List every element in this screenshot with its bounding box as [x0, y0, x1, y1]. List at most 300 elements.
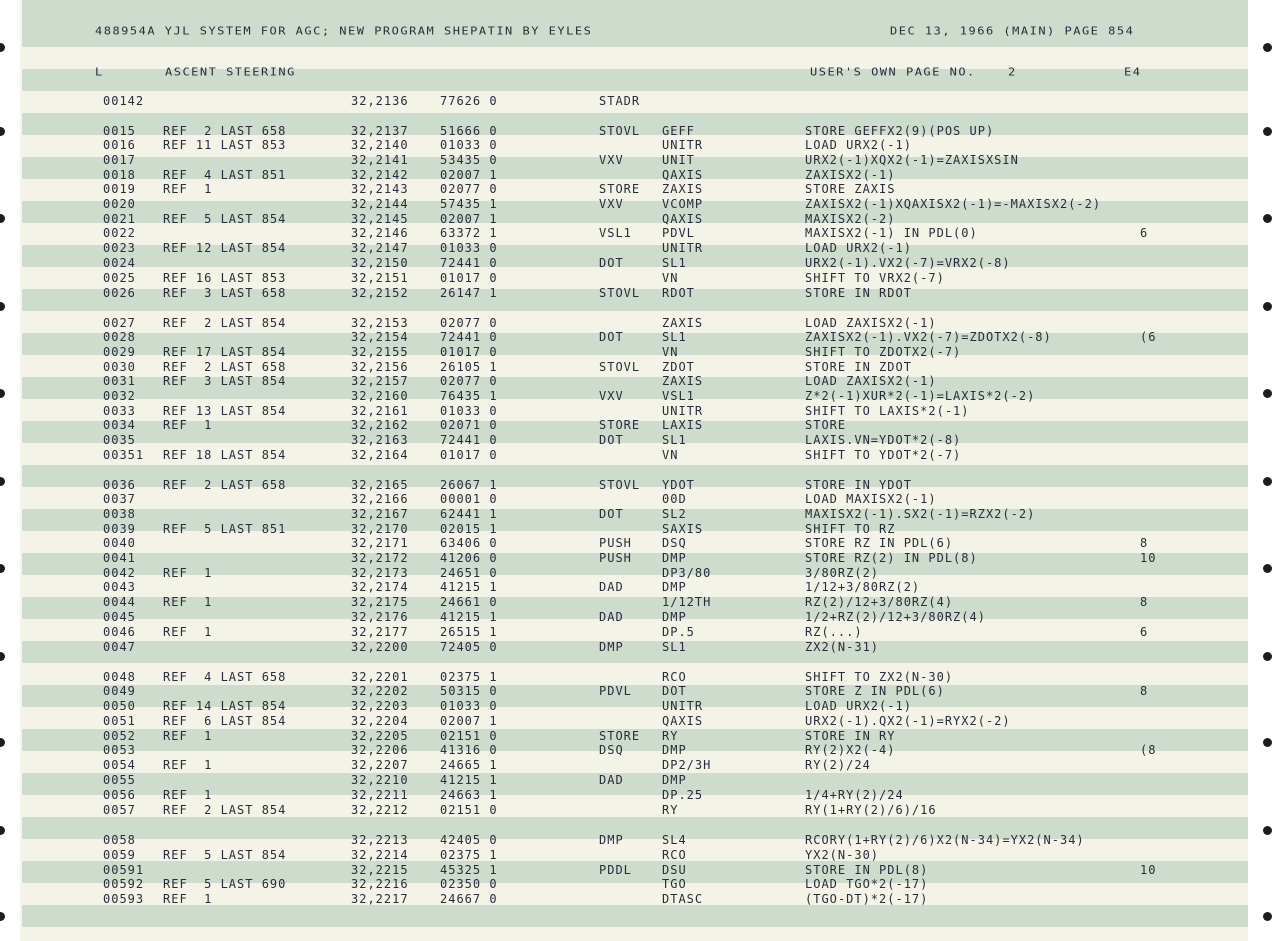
pdl-note: 8 — [1140, 536, 1149, 550]
octal-code: 41215 1 — [440, 610, 498, 624]
opcode: DMP — [599, 833, 624, 847]
comment: (TGO-DT)*2(-17) — [805, 892, 929, 906]
line-number: 0033 — [103, 404, 136, 418]
octal-code: 02350 0 — [440, 877, 498, 891]
ref-info: REF 1 — [163, 418, 213, 432]
ref-info: REF 17 LAST 854 — [163, 345, 287, 359]
opcode: VXV — [599, 389, 624, 403]
ref-info: REF 6 LAST 854 — [163, 714, 287, 728]
line-number: 0024 — [103, 256, 136, 270]
comment: RZ(2)/12+3/80RZ(4) — [805, 595, 954, 609]
octal-code: 24661 0 — [440, 595, 498, 609]
line-number: 0049 — [103, 684, 136, 698]
address: 32,2154 — [351, 330, 409, 344]
operand: DP.25 — [662, 788, 704, 802]
address: 32,2214 — [351, 848, 409, 862]
ref-info: REF 4 LAST 851 — [163, 168, 287, 182]
address: 32,2215 — [351, 863, 409, 877]
octal-code: 63406 0 — [440, 536, 498, 550]
address: 32,2137 — [351, 124, 409, 138]
octal-code: 72405 0 — [440, 640, 498, 654]
operand: TGO — [662, 877, 687, 891]
address: 32,2163 — [351, 433, 409, 447]
octal-code: 41316 0 — [440, 743, 498, 757]
address: 32,2164 — [351, 448, 409, 462]
octal-code: 26147 1 — [440, 286, 498, 300]
comment: 1/2+RZ(2)/12+3/80RZ(4) — [805, 610, 986, 624]
operand: SL2 — [662, 507, 687, 521]
address: 32,2217 — [351, 892, 409, 906]
feed-hole-right — [1263, 652, 1272, 661]
ref-info: REF 5 LAST 851 — [163, 522, 287, 536]
ref-info: REF 4 LAST 658 — [163, 670, 287, 684]
line-number: 0051 — [103, 714, 136, 728]
line-number: 0021 — [103, 212, 136, 226]
octal-code: 02375 1 — [440, 670, 498, 684]
operand: 00D — [662, 492, 687, 506]
operand: ZDOT — [662, 360, 695, 374]
comment: ZAXISX2(-1) — [805, 168, 896, 182]
ref-info: REF 3 LAST 854 — [163, 374, 287, 388]
address: 32,2165 — [351, 478, 409, 492]
address: 32,2206 — [351, 743, 409, 757]
operand: DMP — [662, 551, 687, 565]
comment: STORE Z IN PDL(6) — [805, 684, 945, 698]
line-number: 0039 — [103, 522, 136, 536]
operand: SL1 — [662, 433, 687, 447]
line-number: 0028 — [103, 330, 136, 344]
operand: SL1 — [662, 640, 687, 654]
opcode: PDDL — [599, 863, 632, 877]
ref-info: REF 5 LAST 854 — [163, 212, 287, 226]
octal-code: 26105 1 — [440, 360, 498, 374]
ref-info: REF 2 LAST 854 — [163, 316, 287, 330]
address: 32,2141 — [351, 153, 409, 167]
line-number: 0045 — [103, 610, 136, 624]
address: 32,2213 — [351, 833, 409, 847]
comment: STORE IN YDOT — [805, 478, 912, 492]
opcode: VSL1 — [599, 226, 632, 240]
octal-code: 45325 1 — [440, 863, 498, 877]
operand: QAXIS — [662, 714, 704, 728]
octal-code: 51666 0 — [440, 124, 498, 138]
line-number: 0055 — [103, 773, 136, 787]
line-number: 00593 — [103, 892, 145, 906]
ref-info: REF 3 LAST 658 — [163, 286, 287, 300]
line-number: 0058 — [103, 833, 136, 847]
address: 32,2145 — [351, 212, 409, 226]
comment: URX2(-1)XQX2(-1)=ZAXISXSIN — [805, 153, 1019, 167]
operand: UNITR — [662, 241, 704, 255]
octal-code: 41215 1 — [440, 580, 498, 594]
ref-info: REF 16 LAST 853 — [163, 271, 287, 285]
octal-code: 02077 0 — [440, 316, 498, 330]
address: 32,2146 — [351, 226, 409, 240]
user-page-number: 2 — [1008, 65, 1017, 79]
line-number: 0057 — [103, 803, 136, 817]
line-number: 0044 — [103, 595, 136, 609]
operand: VN — [662, 345, 679, 359]
feed-hole-right — [1263, 389, 1272, 398]
line-number: 0053 — [103, 743, 136, 757]
opcode: DOT — [599, 433, 624, 447]
pdl-note: 8 — [1140, 595, 1149, 609]
line-number: 0037 — [103, 492, 136, 506]
octal-code: 24651 0 — [440, 566, 498, 580]
octal-code: 26515 1 — [440, 625, 498, 639]
pdl-note: 8 — [1140, 684, 1149, 698]
line-number: 0036 — [103, 478, 136, 492]
feed-hole-right — [1263, 738, 1272, 747]
ref-info: REF 2 LAST 658 — [163, 124, 287, 138]
octal-code: 76435 1 — [440, 389, 498, 403]
ref-info: REF 1 — [163, 182, 213, 196]
opcode: STADR — [599, 94, 641, 108]
ref-info: REF 18 LAST 854 — [163, 448, 287, 462]
line-number: 0019 — [103, 182, 136, 196]
opcode: STOVL — [599, 360, 641, 374]
address: 32,2167 — [351, 507, 409, 521]
operand: RCO — [662, 848, 687, 862]
comment: STORE IN ZDOT — [805, 360, 912, 374]
opcode: DAD — [599, 580, 624, 594]
line-number: 0025 — [103, 271, 136, 285]
line-number: 0023 — [103, 241, 136, 255]
operand: VN — [662, 271, 679, 285]
feed-hole-right — [1263, 302, 1272, 311]
line-number: 0035 — [103, 433, 136, 447]
pdl-note: 6 — [1140, 226, 1149, 240]
address: 32,2136 — [351, 94, 409, 108]
ref-info: REF 13 LAST 854 — [163, 404, 287, 418]
operand: DMP — [662, 773, 687, 787]
address: 32,2166 — [351, 492, 409, 506]
opcode: STOVL — [599, 478, 641, 492]
section-tag: E4 — [1124, 65, 1142, 79]
operand: GEFF — [662, 124, 695, 138]
operand: QAXIS — [662, 212, 704, 226]
feed-hole-right — [1263, 912, 1272, 921]
comment: LOAD MAXISX2(-1) — [805, 492, 937, 506]
operand: QAXIS — [662, 168, 704, 182]
comment: LOAD ZAXISX2(-1) — [805, 316, 937, 330]
comment: ZX2(N-31) — [805, 640, 880, 654]
comment: MAXISX2(-1).SX2(-1)=RZX2(-2) — [805, 507, 1036, 521]
comment: STORE RZ(2) IN PDL(8) — [805, 551, 978, 565]
feed-hole-right — [1263, 826, 1272, 835]
comment: MAXISX2(-1) IN PDL(0) — [805, 226, 978, 240]
opcode: STOVL — [599, 286, 641, 300]
line-number: 00351 — [103, 448, 145, 462]
octal-code: 02015 1 — [440, 522, 498, 536]
comment: LOAD URX2(-1) — [805, 241, 912, 255]
right-margin — [1248, 0, 1280, 941]
opcode: DOT — [599, 256, 624, 270]
octal-code: 72441 0 — [440, 256, 498, 270]
operand: UNITR — [662, 404, 704, 418]
octal-code: 50315 0 — [440, 684, 498, 698]
octal-code: 02007 1 — [440, 168, 498, 182]
user-page-label: USER'S OWN PAGE NO. — [810, 65, 976, 79]
opcode: DSQ — [599, 743, 624, 757]
ref-info: REF 2 LAST 658 — [163, 478, 287, 492]
operand: DP2/3H — [662, 758, 712, 772]
line-number: 00142 — [103, 94, 145, 108]
ref-info: REF 1 — [163, 729, 213, 743]
comment: STORE IN RDOT — [805, 286, 912, 300]
line-number: 0050 — [103, 699, 136, 713]
left-margin — [0, 0, 20, 941]
line-number: 00591 — [103, 863, 145, 877]
operand: ZAXIS — [662, 182, 704, 196]
line-number: 0047 — [103, 640, 136, 654]
address: 32,2170 — [351, 522, 409, 536]
operand: UNITR — [662, 138, 704, 152]
address: 32,2210 — [351, 773, 409, 787]
octal-code: 01017 0 — [440, 271, 498, 285]
line-number: 0054 — [103, 758, 136, 772]
comment: 1/12+3/80RZ(2) — [805, 580, 921, 594]
comment: RCORY(1+RY(2)/6)X2(N-34)=YX2(N-34) — [805, 833, 1085, 847]
ref-info: REF 12 LAST 854 — [163, 241, 287, 255]
address: 32,2172 — [351, 551, 409, 565]
comment: STORE IN RY — [805, 729, 896, 743]
address: 32,2155 — [351, 345, 409, 359]
address: 32,2143 — [351, 182, 409, 196]
opcode: DAD — [599, 610, 624, 624]
comment: SHIFT TO YDOT*2(-7) — [805, 448, 962, 462]
line-number: 0059 — [103, 848, 136, 862]
pdl-note: 6 — [1140, 625, 1149, 639]
opcode: STORE — [599, 418, 641, 432]
address: 32,2140 — [351, 138, 409, 152]
octal-code: 01033 0 — [440, 241, 498, 255]
line-number: 0043 — [103, 580, 136, 594]
comment: YX2(N-30) — [805, 848, 880, 862]
address: 32,2147 — [351, 241, 409, 255]
ref-info: REF 5 LAST 854 — [163, 848, 287, 862]
line-number: 0016 — [103, 138, 136, 152]
comment: LOAD ZAXISX2(-1) — [805, 374, 937, 388]
operand: UNIT — [662, 153, 695, 167]
comment: ZAXISX2(-1).VX2(-7)=ZDOTX2(-8) — [805, 330, 1052, 344]
operand: 1/12TH — [662, 595, 712, 609]
line-number: 0030 — [103, 360, 136, 374]
address: 32,2153 — [351, 316, 409, 330]
feed-hole-right — [1263, 43, 1272, 52]
operand: DP.5 — [662, 625, 695, 639]
line-number: 0042 — [103, 566, 136, 580]
line-number: 0041 — [103, 551, 136, 565]
comment: URX2(-1).VX2(-7)=VRX2(-8) — [805, 256, 1011, 270]
octal-code: 02077 0 — [440, 182, 498, 196]
address: 32,2177 — [351, 625, 409, 639]
comment: ZAXISX2(-1)XQAXISX2(-1)=-MAXISX2(-2) — [805, 197, 1102, 211]
octal-code: 77626 0 — [440, 94, 498, 108]
opcode: DAD — [599, 773, 624, 787]
comment: SHIFT TO ZDOTX2(-7) — [805, 345, 962, 359]
line-number: 0056 — [103, 788, 136, 802]
octal-code: 01017 0 — [440, 345, 498, 359]
opcode: PDVL — [599, 684, 632, 698]
octal-code: 02071 0 — [440, 418, 498, 432]
line-number: 0022 — [103, 226, 136, 240]
pdl-note: (6 — [1140, 330, 1157, 344]
print-header-date: DEC 13, 1966 (MAIN) PAGE 854 — [890, 24, 1135, 38]
octal-code: 01033 0 — [440, 404, 498, 418]
comment: STORE GEFFX2(9)(POS UP) — [805, 124, 995, 138]
line-number: 0052 — [103, 729, 136, 743]
address: 32,2176 — [351, 610, 409, 624]
comment: STORE RZ IN PDL(6) — [805, 536, 954, 550]
line-number: 0048 — [103, 670, 136, 684]
operand: LAXIS — [662, 418, 704, 432]
operand: DSQ — [662, 536, 687, 550]
comment: LAXIS.VN=YDOT*2(-8) — [805, 433, 962, 447]
pdl-note: 10 — [1140, 863, 1157, 877]
opcode: STORE — [599, 729, 641, 743]
address: 32,2212 — [351, 803, 409, 817]
ref-info: REF 11 LAST 853 — [163, 138, 287, 152]
octal-code: 42405 0 — [440, 833, 498, 847]
operand: DMP — [662, 743, 687, 757]
address: 32,2203 — [351, 699, 409, 713]
operand: DP3/80 — [662, 566, 712, 580]
section-code: L — [95, 65, 104, 79]
line-number: 0027 — [103, 316, 136, 330]
operand: DSU — [662, 863, 687, 877]
opcode: STORE — [599, 182, 641, 196]
address: 32,2202 — [351, 684, 409, 698]
opcode: DOT — [599, 507, 624, 521]
opcode: STOVL — [599, 124, 641, 138]
comment: 3/80RZ(2) — [805, 566, 880, 580]
ref-info: REF 1 — [163, 892, 213, 906]
opcode: VXV — [599, 153, 624, 167]
operand: SL1 — [662, 256, 687, 270]
operand: VCOMP — [662, 197, 704, 211]
line-number: 0046 — [103, 625, 136, 639]
octal-code: 02077 0 — [440, 374, 498, 388]
comment: LOAD URX2(-1) — [805, 699, 912, 713]
address: 32,2201 — [351, 670, 409, 684]
operand: DMP — [662, 610, 687, 624]
octal-code: 41215 1 — [440, 773, 498, 787]
ref-info: REF 5 LAST 690 — [163, 877, 287, 891]
octal-code: 24665 1 — [440, 758, 498, 772]
line-number: 0026 — [103, 286, 136, 300]
octal-code: 24663 1 — [440, 788, 498, 802]
address: 32,2144 — [351, 197, 409, 211]
line-number: 00592 — [103, 877, 145, 891]
octal-code: 72441 0 — [440, 330, 498, 344]
octal-code: 02151 0 — [440, 729, 498, 743]
address: 32,2211 — [351, 788, 409, 802]
comment: STORE IN PDL(8) — [805, 863, 929, 877]
address: 32,2205 — [351, 729, 409, 743]
address: 32,2157 — [351, 374, 409, 388]
line-number: 0015 — [103, 124, 136, 138]
ref-info: REF 2 LAST 854 — [163, 803, 287, 817]
operand: SL1 — [662, 330, 687, 344]
address: 32,2175 — [351, 595, 409, 609]
address: 32,2162 — [351, 418, 409, 432]
octal-code: 01017 0 — [440, 448, 498, 462]
line-number: 0032 — [103, 389, 136, 403]
opcode: VXV — [599, 197, 624, 211]
operand: PDVL — [662, 226, 695, 240]
octal-code: 26067 1 — [440, 478, 498, 492]
octal-code: 57435 1 — [440, 197, 498, 211]
comment: Z*2(-1)XUR*2(-1)=LAXIS*2(-2) — [805, 389, 1036, 403]
comment: STORE ZAXIS — [805, 182, 896, 196]
pdl-note: (8 — [1140, 743, 1157, 757]
ref-info: REF 1 — [163, 625, 213, 639]
top-band — [22, 0, 1248, 25]
operand: VN — [662, 448, 679, 462]
opcode: PUSH — [599, 551, 632, 565]
comment: SHIFT TO LAXIS*2(-1) — [805, 404, 970, 418]
operand: VSL1 — [662, 389, 695, 403]
operand: UNITR — [662, 699, 704, 713]
address: 32,2207 — [351, 758, 409, 772]
address: 32,2171 — [351, 536, 409, 550]
operand: DOT — [662, 684, 687, 698]
octal-code: 01033 0 — [440, 699, 498, 713]
feed-hole-right — [1263, 564, 1272, 573]
comment: RZ(...) — [805, 625, 863, 639]
line-number: 0038 — [103, 507, 136, 521]
address: 32,2161 — [351, 404, 409, 418]
address: 32,2200 — [351, 640, 409, 654]
operand: RDOT — [662, 286, 695, 300]
octal-code: 24667 0 — [440, 892, 498, 906]
comment: SHIFT TO VRX2(-7) — [805, 271, 945, 285]
pdl-note: 10 — [1140, 551, 1157, 565]
octal-code: 00001 0 — [440, 492, 498, 506]
comment: LOAD URX2(-1) — [805, 138, 912, 152]
ref-info: REF 1 — [163, 595, 213, 609]
octal-code: 53435 0 — [440, 153, 498, 167]
comment: SHIFT TO RZ — [805, 522, 896, 536]
operand: RCO — [662, 670, 687, 684]
address: 32,2173 — [351, 566, 409, 580]
line-number: 0040 — [103, 536, 136, 550]
ref-info: REF 1 — [163, 758, 213, 772]
address: 32,2156 — [351, 360, 409, 374]
ref-info: REF 2 LAST 658 — [163, 360, 287, 374]
line-number: 0017 — [103, 153, 136, 167]
comment: MAXISX2(-2) — [805, 212, 896, 226]
operand: RY — [662, 729, 679, 743]
octal-code: 41206 0 — [440, 551, 498, 565]
operand: YDOT — [662, 478, 695, 492]
address: 32,2150 — [351, 256, 409, 270]
line-number: 0018 — [103, 168, 136, 182]
address: 32,2142 — [351, 168, 409, 182]
comment: 1/4+RY(2)/24 — [805, 788, 904, 802]
operand: SL4 — [662, 833, 687, 847]
address: 32,2160 — [351, 389, 409, 403]
operand: RY — [662, 803, 679, 817]
line-number: 0031 — [103, 374, 136, 388]
opcode: PUSH — [599, 536, 632, 550]
address: 32,2204 — [351, 714, 409, 728]
feed-hole-right — [1263, 477, 1272, 486]
octal-code: 01033 0 — [440, 138, 498, 152]
section-title: ASCENT STEERING — [165, 65, 296, 79]
address: 32,2152 — [351, 286, 409, 300]
